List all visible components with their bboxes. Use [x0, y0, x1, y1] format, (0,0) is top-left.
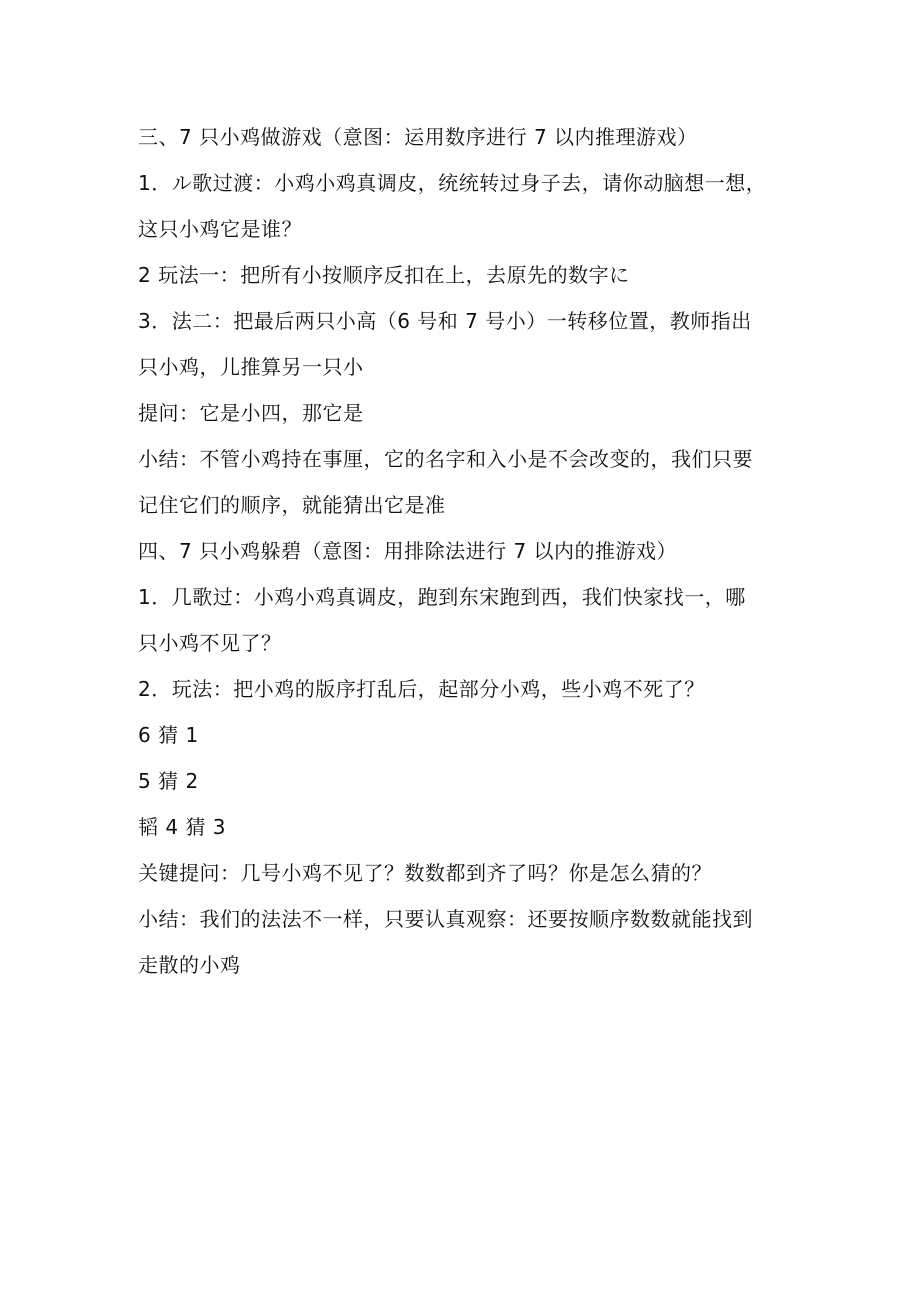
paragraph-line: 6 猜 1 — [138, 723, 199, 747]
paragraph-line: 5 猜 2 — [138, 769, 199, 793]
paragraph-line: 关键提问：几号小鸡不见了？数数都到齐了吗？你是怎么猜的？ — [138, 861, 712, 885]
paragraph-line: 2 玩法一：把所有小按顺序反扣在上，去原先的数字に — [138, 263, 630, 287]
paragraph-line: 2．玩法：把小鸡的版序打乱后，起部分小鸡，些小鸡不死了？ — [138, 677, 705, 701]
document-body — [138, 114, 788, 988]
paragraph-line: 只小鸡不见了？ — [138, 631, 282, 655]
paragraph-line: 1．ル歌过渡：小鸡小鸡真调皮，统统转过身子去，请你动脑想一想， — [138, 171, 767, 195]
paragraph-line: 小结：我们的法法不一样，只要认真观察：还要按顺序数数就能找到 — [138, 907, 753, 931]
paragraph-line: 记住它们的顺序，就能猜出它是准 — [138, 493, 446, 517]
paragraph-line: 1．几歌过：小鸡小鸡真调皮，跑到东宋跑到西，我们快家找一，哪 — [138, 585, 746, 609]
paragraph-line: 走散的小鸡 — [138, 953, 241, 977]
paragraph-line: 只小鸡，儿推算另一只小 — [138, 355, 364, 379]
section-heading-four: 四、7 只小鸡躲碧（意图：用排除法进行 7 以内的推游戏） — [138, 539, 678, 563]
paragraph-line: 3．法二：把最后两只小高（6 号和 7 号小）一转移位置，教师指出 — [138, 309, 752, 333]
paragraph-line: 小结：不管小鸡持在事厘，它的名字和入小是不会改变的，我们只要 — [138, 447, 753, 471]
paragraph-line: 韬 4 猜 3 — [138, 815, 227, 839]
paragraph-line: 这只小鸡它是谁？ — [138, 217, 302, 241]
paragraph-line: 提问：它是小四，那它是 — [138, 401, 364, 425]
section-heading-three: 三、7 只小鸡做游戏（意图：运用数序进行 7 以内推理游戏） — [138, 125, 698, 149]
